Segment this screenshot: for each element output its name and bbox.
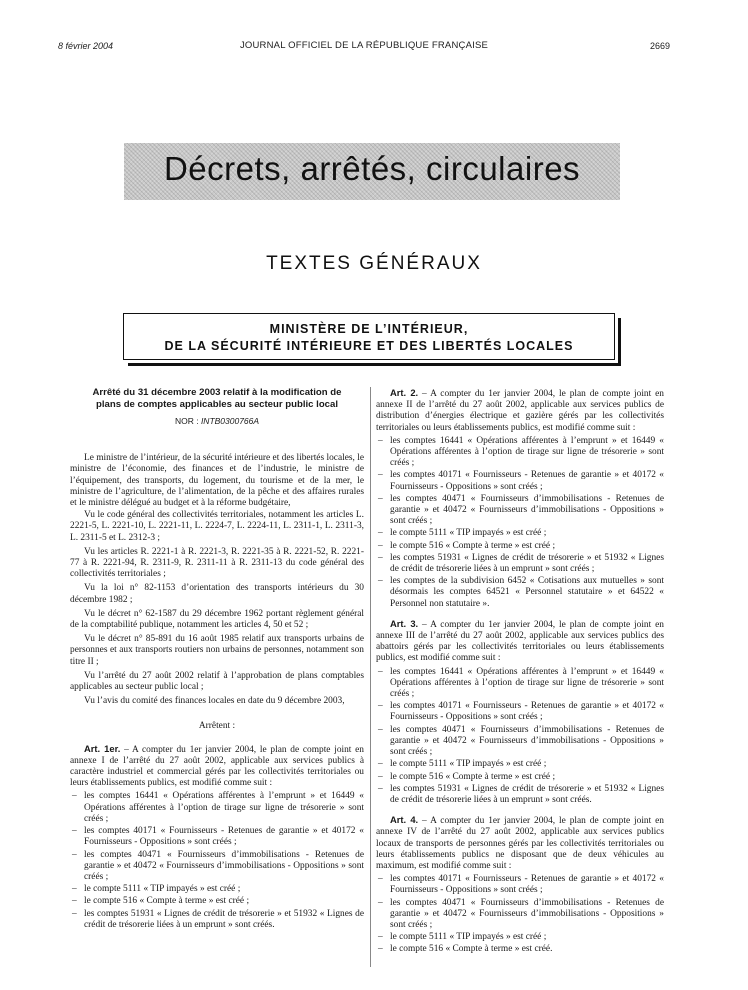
article-item-list — [70, 791, 364, 930]
list-item: – le compte 516 « Compte à terme » est créé. — [376, 944, 664, 955]
article-label: Art. 2. — [390, 387, 419, 398]
list-item: – le compte 516 « Compte à terme » est créé ; — [376, 772, 664, 783]
article-intro — [376, 618, 664, 665]
list-item: – les comptes 40471 « Fournisseurs d’immobilisations - Retenues de garantie » et 40472 « Fournisseurs d’immobilisations - Oppositions » sont créés ; — [376, 898, 664, 932]
list-item: – le compte 5111 « TIP impayés » est créé ; — [376, 528, 664, 539]
article-text: – A compter du 1er janvier 2004, le plan de compte joint en annexe IV de l’arrêté du 27 août 2002, applicable aux services publics locaux de transports de personnes gérés par les collectivités territoriales ou leurs établissements publics ne disposant que de deux véhicules au maximum, est modifié comme suit : — [376, 816, 664, 871]
issue-date: 8 février 2004 — [58, 41, 114, 51]
list-item: – les comptes 40171 « Fournisseurs - Retenues de garantie » et 40172 « Fournisseurs - Oppositions » sont créés ; — [376, 874, 664, 896]
article-2 — [376, 387, 664, 610]
left-column — [70, 387, 364, 939]
list-item: – les comptes 40471 « Fournisseurs d’immobilisations - Retenues de garantie » et 40472 « Fournisseurs d’immobilisations - Oppositions » sont créés ; — [376, 725, 664, 759]
article-item-list — [376, 874, 664, 955]
list-item: – les comptes 40171 « Fournisseurs - Retenues de garantie » et 40172 « Fournisseurs - Oppositions » sont créés ; — [376, 470, 664, 492]
visa-paragraph: Vu la loi n° 82-1153 d’orientation des transports intérieurs du 30 décembre 1982 ; — [70, 583, 364, 605]
page-number: 2669 — [649, 41, 670, 51]
nor-reference — [70, 416, 364, 427]
article-item-list — [376, 667, 664, 806]
list-item: – les comptes 51931 « Lignes de crédit de trésorerie » et 51932 « Lignes de crédit de trésorerie liées à un emprunt » sont créés. — [376, 784, 664, 806]
article-label: Art. 4. — [390, 814, 419, 826]
article-text: – A compter du 1er janvier 2004, le plan de compte joint en annexe III de l’arrêté du 27 août 2002, applicable aux services publics des abattoirs gérés par les collectivités territoriales ou leurs établissements publics, est modifié comme suit : — [376, 619, 664, 664]
column-divider — [370, 387, 371, 967]
right-column — [376, 387, 664, 964]
page-header — [58, 40, 670, 56]
visa-paragraph: Vu l’avis du comité des finances locales en date du 9 décembre 2003, — [84, 696, 345, 707]
list-item: – les comptes 16441 « Opérations afférentes à l’emprunt » et 16449 « Opérations afférentes à l’option de tirage sur ligne de trésorerie » sont créés ; — [376, 667, 664, 701]
list-item: – le compte 516 « Compte à terme » est créé ; — [70, 896, 364, 907]
article-label: Art. 1er. — [84, 742, 121, 754]
preamble: Le ministre de l’intérieur, de la sécurité intérieure et des libertés locales, le ministre de l’économie, des finances et de l’industrie, le ministre de l’équipement, des transports, du logement, du tourisme et de la mer, le ministre de l’agriculture, de l’alimentation, de la pêche et des affaires rurales et le ministre délégué au budget et à la réforme budgétaire, — [70, 453, 364, 509]
ministry-box — [123, 313, 615, 360]
list-item: – les comptes 16441 « Opérations afférentes à l’emprunt » et 16449 « Opérations afférentes à l’option de tirage sur ligne de trésorerie » sont créés ; — [70, 791, 364, 825]
arretent-heading: Arrêtent : — [198, 721, 236, 732]
article-3 — [376, 618, 664, 806]
nor-code: INTB0300766A — [200, 416, 260, 426]
article-1 — [70, 743, 364, 931]
list-item: – le compte 5111 « TIP impayés » est créé ; — [70, 884, 364, 895]
article-intro — [376, 387, 664, 434]
article-text: – A compter du 1er janvier 2004, le plan de compte joint en annexe I de l’arrêté du 27 août 2002, applicable aux services publics à caractère industriel et commercial gérés par les collectivités territoriales ou leurs établissements publics, est modifié comme suit : — [70, 744, 364, 789]
band-title: Décrets, arrêtés, circulaires — [163, 150, 581, 187]
article-label: Art. 3. — [390, 617, 419, 629]
list-item: – les comptes 51931 « Lignes de crédit de trésorerie » et 51932 « Lignes de crédit de trésorerie liées à un emprunt » sont créés ; — [376, 553, 664, 575]
section-title: TEXTES GÉNÉRAUX — [266, 253, 482, 274]
list-item: – le compte 5111 « TIP impayés » est créé ; — [376, 759, 664, 770]
article-4 — [376, 814, 664, 955]
list-item: – le compte 516 « Compte à terme » est créé ; — [376, 541, 664, 552]
list-item: – les comptes 16441 « Opérations afférentes à l’emprunt » et 16449 « Opérations afférentes à l’option de tirage sur ligne de trésorerie » sont créés ; — [376, 436, 664, 470]
visa-paragraph: Vu le décret n° 62-1587 du 29 décembre 1962 portant règlement général de la comptabilité publique, notamment les articles 4, 50 et 52 ; — [70, 608, 364, 631]
visa-paragraph: Vu le code général des collectivités territoriales, notamment les articles L. 2221-5, L. 2221-10, L. 2221-11, L. 2224-7, L. 2224-11, L. 2311-1, L. 2311-3, L. 2311-5 et L. 2312-3 ; — [70, 510, 364, 543]
list-item: – les comptes 40471 « Fournisseurs d’immobilisations - Retenues de garantie » et 40472 « Fournisseurs d’immobilisations - Oppositions » sont créés ; — [70, 850, 364, 884]
article-item-list — [376, 436, 664, 610]
visa-paragraph: Vu le décret n° 85-891 du 16 août 1985 relatif aux transports urbains de personnes et aux transports routiers non urbains de personnes, notamment son titre II ; — [70, 634, 364, 667]
visa-paragraph: Vu les articles R. 2221-1 à R. 2221-3, R. 2221-35 à R. 2221-52, R. 2221-77 à R. 2221-94, R. 2311-9, R. 2311-11 à R. 2311-13 du code général des collectivités territoriales ; — [70, 546, 364, 580]
list-item: – les comptes 40471 « Fournisseurs d’immobilisations - Retenues de garantie » et 40472 « Fournisseurs d’immobilisations - Oppositions » sont créés ; — [376, 494, 664, 528]
article-intro — [376, 814, 664, 872]
list-item: – les comptes 40171 « Fournisseurs - Retenues de garantie » et 40172 « Fournisseurs - Oppositions » sont créés ; — [376, 701, 664, 723]
ministry-name-line1: MINISTÈRE DE L’INTÉRIEUR, — [269, 322, 469, 336]
section-band — [124, 143, 620, 200]
ministry-name-line2: DE LA SÉCURITÉ INTÉRIEURE ET DES LIBERTÉS LOCALES — [164, 339, 574, 353]
nor-label: NOR : — [174, 416, 199, 426]
arrete-title: Arrêté du 31 décembre 2003 relatif à la modification de plans de comptes applicables au secteur public local — [92, 387, 342, 410]
list-item: – le compte 5111 « TIP impayés » est créé ; — [376, 932, 664, 943]
list-item: – les comptes 51931 « Lignes de crédit de trésorerie » et 51932 « Lignes de crédit de trésorerie liées à un emprunt » sont créés. — [70, 909, 364, 931]
journal-title: JOURNAL OFFICIEL DE LA RÉPUBLIQUE FRANÇAISE — [239, 40, 489, 51]
article-text: – A compter du 1er janvier 2004, le plan de compte joint en annexe II de l’arrêté du 27 août 2002, applicable aux services publics de distribution d’énergies électrique et gazière gérés par les collectivités territoriales ou leurs établissements publics, est modifié comme suit : — [376, 389, 664, 433]
article-intro — [70, 743, 364, 790]
visa-paragraph: Vu l’arrêté du 27 août 2002 relatif à l’approbation de plans comptables applicables au secteur public local ; — [70, 670, 364, 693]
list-item: – les comptes de la subdivision 6452 « Cotisations aux mutuelles » sont désormais les comptes 64521 « Personnel statutaire » et 64522 « Personnel non statutaire ». — [376, 576, 664, 610]
list-item: – les comptes 40171 « Fournisseurs - Retenues de garantie » et 40172 « Fournisseurs - Oppositions » sont créés ; — [70, 826, 364, 848]
